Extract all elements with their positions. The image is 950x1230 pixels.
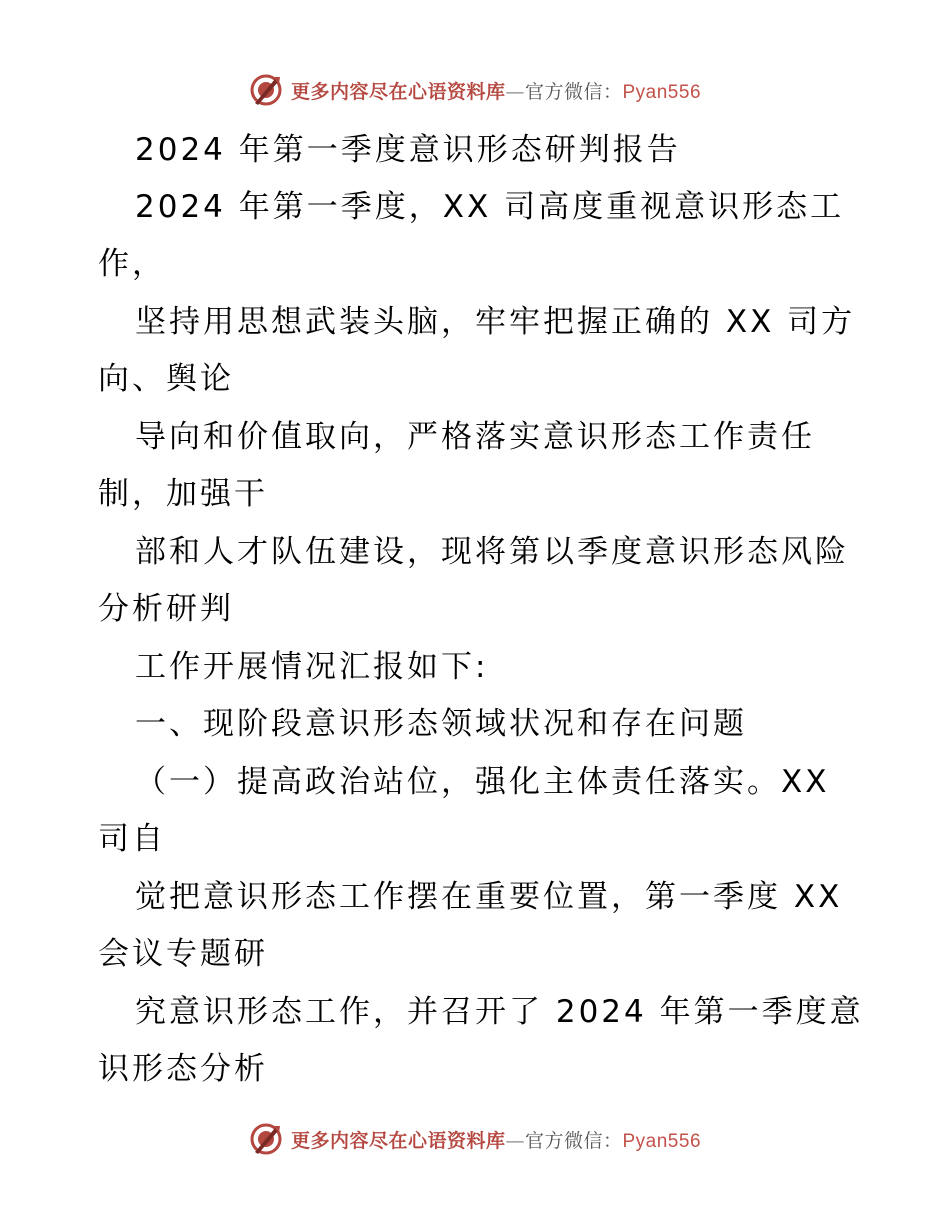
watermark-main-text: 更多内容尽在心语资料库: [290, 1129, 506, 1152]
watermark-wechat-id: Pyan556: [622, 1130, 702, 1152]
paragraph-line: 会议专题研: [98, 936, 268, 972]
watermark-wechat-label: 官方微信：: [524, 1129, 623, 1152]
watermark-dash: —: [505, 80, 525, 103]
watermark-text: [291, 1126, 701, 1153]
section-heading: 一、现阶段意识形态领域状况和存在问题: [135, 706, 747, 742]
paragraph-line: 工作开展情况汇报如下:: [135, 649, 489, 685]
paragraph-line: 向、舆论: [98, 361, 234, 397]
paragraph-line: 制，加强干: [98, 476, 268, 512]
subsection-heading: （一）提高政治站位，强化主体责任落实。XX: [135, 764, 830, 800]
watermark-dash: —: [505, 1129, 525, 1152]
watermark-text: [291, 77, 701, 104]
paragraph-line: 司自: [98, 821, 166, 857]
watermark-wechat-label: 官方微信：: [524, 80, 623, 103]
document-title: 2024 年第一季度意识形态研判报告: [135, 132, 681, 168]
paragraph-line: 分析研判: [98, 591, 234, 627]
quill-pen-seal-icon: [249, 73, 283, 107]
paragraph-line: 识形态分析: [98, 1051, 268, 1087]
watermark-wechat-id: Pyan556: [622, 81, 702, 103]
header-watermark: [0, 70, 950, 110]
paragraph-line: 作，: [98, 246, 166, 282]
paragraph-line: 究意识形态工作，并召开了 2024 年第一季度意: [135, 994, 864, 1030]
watermark-main-text: 更多内容尽在心语资料库: [290, 80, 506, 103]
paragraph-line: 导向和价值取向，严格落实意识形态工作责任: [135, 419, 815, 455]
paragraph-line: 觉把意识形态工作摆在重要位置，第一季度 XX: [135, 879, 843, 915]
paragraph-line: 部和人才队伍建设，现将第以季度意识形态风险: [135, 534, 849, 570]
quill-pen-seal-icon: [249, 1122, 283, 1156]
footer-watermark: [0, 1119, 950, 1159]
paragraph-line: 坚持用思想武装头脑，牢牢把握正确的 XX 司方: [135, 304, 856, 340]
paragraph-line: 2024 年第一季度，XX 司高度重视意识形态工: [135, 189, 845, 225]
